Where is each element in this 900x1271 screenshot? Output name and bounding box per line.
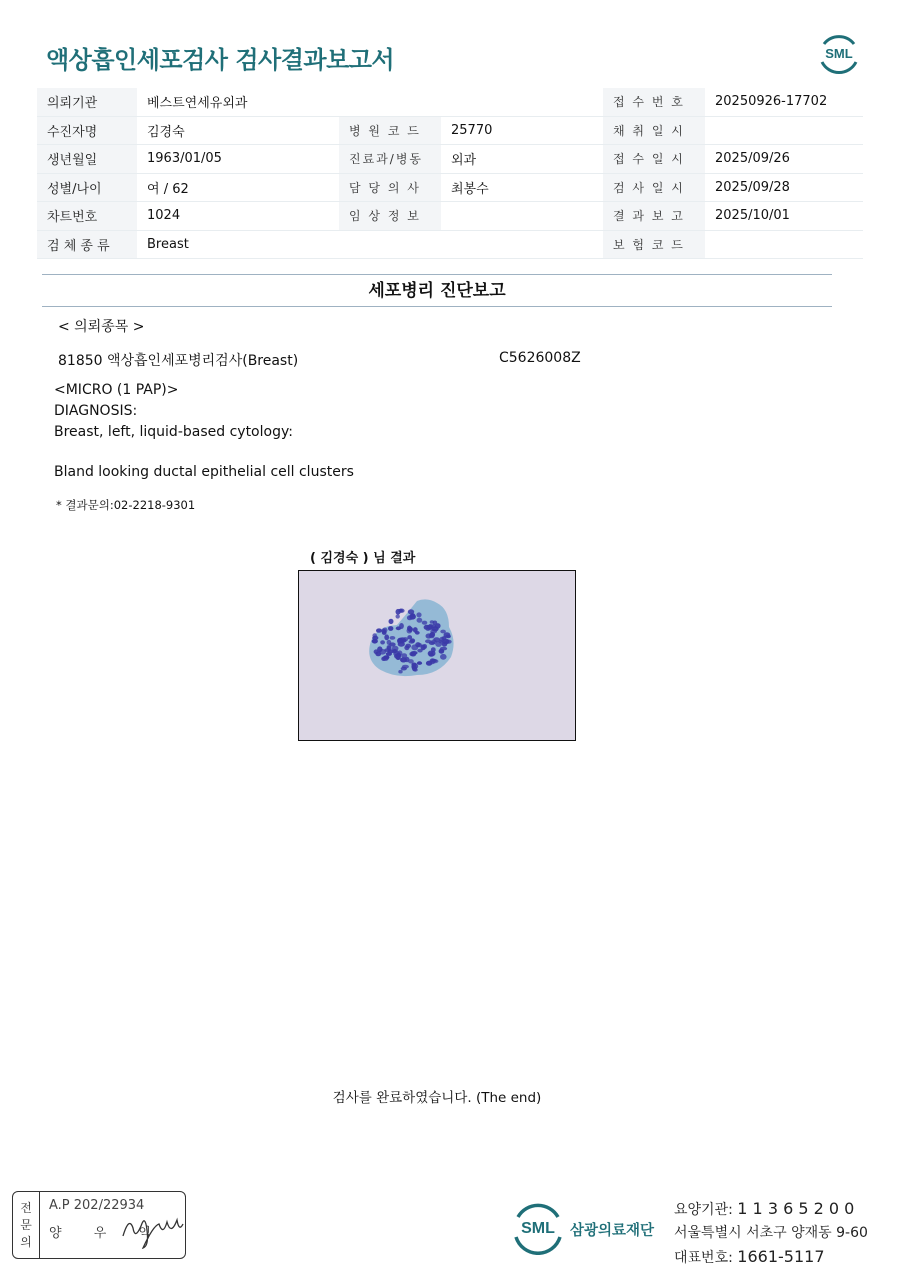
info-row	[37, 230, 863, 259]
info-value: 2025/09/28	[705, 173, 863, 202]
cell-nucleus	[430, 658, 436, 664]
stamp-license: A.P 202/22934	[49, 1198, 145, 1213]
stamp-side-char: 문	[20, 1217, 32, 1232]
cell-nucleus	[417, 618, 423, 623]
cell-nucleus	[381, 629, 386, 633]
info-label: 검 사 일 시	[603, 173, 705, 202]
cell-nucleus	[425, 639, 431, 643]
image-caption: ( 김경숙 ) 님 결과	[310, 551, 416, 566]
micro-label: <MICRO (1 PAP)>	[54, 382, 179, 398]
section-top-rule	[42, 274, 832, 275]
cell-nucleus	[392, 649, 398, 653]
info-label: 담 당 의 사	[339, 173, 441, 202]
info-value: 1963/01/05	[137, 145, 339, 174]
info-value	[705, 116, 863, 145]
stamp-side-char: 전	[20, 1200, 32, 1215]
cell-nucleus	[388, 626, 393, 631]
cell-nucleus	[417, 649, 422, 653]
info-value	[441, 88, 603, 116]
cell-nucleus	[422, 621, 428, 625]
cell-nucleus	[411, 663, 418, 669]
info-label: 병 원 코 드	[339, 116, 441, 145]
info-row	[37, 88, 863, 116]
cell-nucleus	[440, 630, 446, 634]
cell-cluster-illustration	[299, 571, 575, 740]
info-row	[37, 145, 863, 174]
specimen-text: Breast, left, liquid-based cytology:	[54, 424, 293, 440]
cell-nucleus	[376, 628, 382, 632]
org-address: 서울특별시 서초구 양재동 9-60	[674, 1225, 868, 1241]
cell-nucleus	[430, 632, 436, 637]
section-bottom-rule	[42, 306, 832, 307]
info-value: 20250926-17702	[705, 88, 863, 116]
info-label: 수진자명	[37, 116, 137, 145]
cell-nucleus	[372, 636, 378, 640]
cell-nucleus	[387, 646, 392, 650]
info-value: 2025/09/26	[705, 145, 863, 174]
info-value: 김경숙	[137, 116, 339, 145]
cell-nucleus	[410, 638, 415, 642]
org-name: 삼광의료재단	[570, 1223, 655, 1239]
info-label	[339, 88, 441, 116]
cell-nucleus	[397, 638, 403, 644]
specialist-stamp	[12, 1191, 186, 1259]
stamp-doctor-name: 양 우 익	[49, 1226, 165, 1241]
cell-nucleus	[396, 653, 401, 657]
cell-nucleus	[387, 640, 392, 645]
cell-nucleus	[446, 635, 451, 639]
end-text: 검사를 완료하였습니다. (The end)	[332, 1090, 542, 1106]
cell-nucleus	[424, 625, 430, 630]
info-label	[339, 230, 441, 259]
info-value: 1024	[137, 202, 339, 231]
cell-nucleus	[386, 652, 392, 656]
info-label: 검 체 종 류	[37, 230, 137, 259]
sml-footer-logo-icon	[510, 1199, 566, 1255]
info-label: 채 취 일 시	[603, 116, 705, 145]
cell-nucleus	[416, 612, 421, 617]
cell-nucleus	[431, 647, 436, 652]
cell-nucleus	[396, 626, 401, 630]
info-label: 차트번호	[37, 202, 137, 231]
test-code: C5626008Z	[499, 350, 581, 366]
report-title: 액상흡인세포검사 검사결과보고서	[46, 46, 395, 74]
cell-nucleus	[413, 627, 418, 633]
info-value: 외과	[441, 145, 603, 174]
cell-nucleus	[400, 657, 407, 662]
cell-nucleus	[390, 636, 396, 640]
info-value: 2025/10/01	[705, 202, 863, 231]
test-line: 81850 액상흡인세포병리검사(Breast)	[58, 353, 299, 369]
cell-nucleus	[410, 651, 417, 655]
cytology-image	[298, 570, 576, 741]
phone-label: 대표번호:	[674, 1250, 733, 1266]
cell-nucleus	[405, 644, 411, 649]
cell-nucleus	[407, 626, 412, 632]
info-label: 생년월일	[37, 145, 137, 174]
cell-nucleus	[440, 654, 447, 660]
cell-nucleus	[408, 609, 414, 614]
info-value	[441, 230, 603, 259]
info-row	[37, 173, 863, 202]
cell-nucleus	[446, 640, 452, 644]
info-row	[37, 202, 863, 231]
cell-nucleus	[399, 609, 403, 613]
cell-nucleus	[402, 665, 409, 669]
info-value: Breast	[137, 230, 339, 259]
care-number: 1 1 3 6 5 2 0 0	[737, 1199, 855, 1218]
cell-nucleus	[381, 657, 386, 661]
info-label: 접 수 번 호	[603, 88, 705, 116]
info-value	[441, 202, 603, 231]
cell-nucleus	[417, 661, 422, 665]
info-label: 접 수 일 시	[603, 145, 705, 174]
info-label: 결 과 보 고	[603, 202, 705, 231]
cell-nucleus	[430, 620, 434, 624]
section-title: 세포병리 진단보고	[368, 281, 506, 301]
info-value: 25770	[441, 116, 603, 145]
info-label: 의뢰기관	[37, 88, 137, 116]
cell-nucleus	[384, 634, 389, 640]
stamp-side-char: 의	[20, 1234, 32, 1249]
diagnosis-label: DIAGNOSIS:	[54, 403, 138, 419]
patient-info-table	[37, 88, 863, 259]
info-label: 보 험 코 드	[603, 230, 705, 259]
svg-text:SML: SML	[825, 46, 853, 61]
stamp-side-label	[13, 1192, 40, 1258]
inquiry-note: * 결과문의:02-2218-9301	[56, 498, 196, 512]
info-label: 진료과/병동	[339, 145, 441, 174]
info-value	[705, 230, 863, 259]
cell-nucleus	[409, 614, 416, 620]
signature-icon	[119, 1206, 185, 1250]
cell-nucleus	[435, 623, 441, 629]
care-label: 요양기관:	[674, 1202, 733, 1218]
phone-number: 1661-5117	[737, 1247, 825, 1266]
finding-text: Bland looking ductal epithelial cell clusters	[54, 464, 354, 480]
info-row	[37, 116, 863, 145]
cell-nucleus	[398, 670, 402, 674]
info-value: 여 / 62	[137, 173, 339, 202]
svg-text:SML: SML	[521, 1220, 555, 1237]
cell-nucleus	[396, 614, 400, 618]
cell-nucleus	[440, 647, 447, 651]
cell-nucleus	[423, 644, 428, 649]
info-label: 성별/나이	[37, 173, 137, 202]
info-value: 최봉수	[441, 173, 603, 202]
org-info	[674, 1197, 868, 1270]
cell-nucleus	[380, 640, 385, 644]
request-heading: < 의뢰종목 >	[58, 319, 145, 335]
cell-nucleus	[375, 652, 381, 657]
sml-logo-icon	[816, 30, 862, 76]
info-value: 베스트연세유외과	[137, 88, 339, 116]
cell-nucleus	[389, 619, 394, 624]
info-label: 임 상 정 보	[339, 202, 441, 231]
